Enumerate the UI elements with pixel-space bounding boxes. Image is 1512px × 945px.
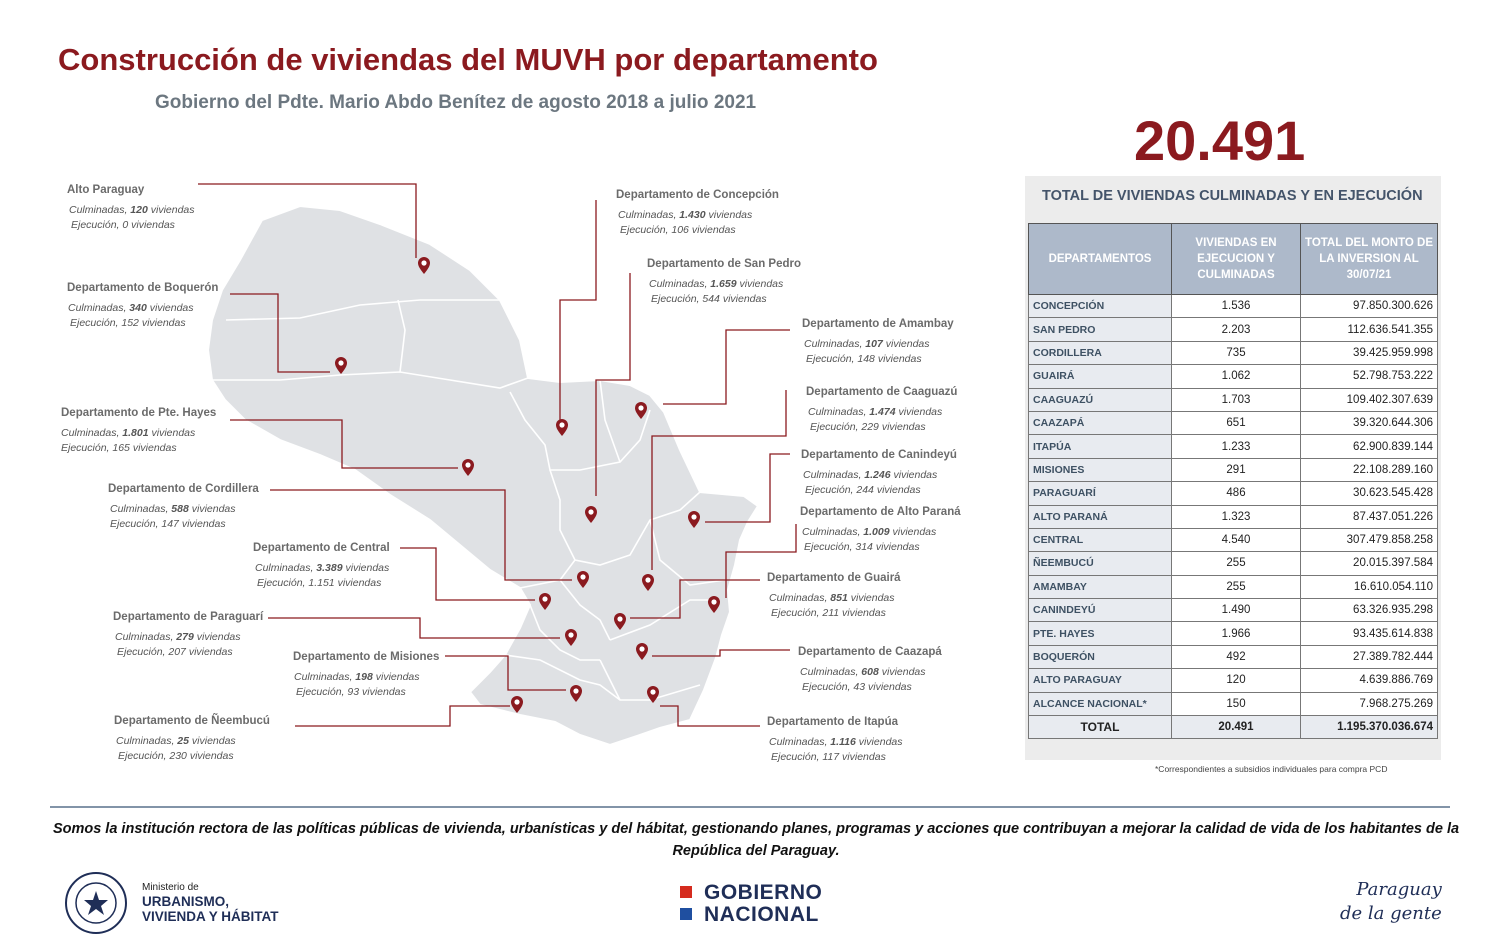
cell-viviendas: 651 bbox=[1172, 411, 1301, 434]
table-row-itapua bbox=[1029, 435, 1438, 458]
gobierno-nacional-logo: GOBIERNO NACIONAL bbox=[704, 881, 823, 926]
cell-departamento: MISIONES bbox=[1029, 458, 1172, 481]
total-viviendas-cell: 20.491 bbox=[1172, 716, 1301, 739]
dept-label-cordillera: Departamento de Cordillera Culminadas, 588 viviendas Ejecución, 147 viviendas bbox=[108, 483, 259, 530]
cell-monto: 27.389.782.444 bbox=[1301, 645, 1438, 668]
page-subtitle: Gobierno del Pdte. Mario Abdo Benítez de agosto 2018 a julio 2021 bbox=[155, 92, 757, 113]
cell-monto: 97.850.300.626 bbox=[1301, 295, 1438, 318]
table-footnote: *Correspondientes a subsidios individuales para compra PCD bbox=[1155, 764, 1388, 774]
dept-label-guaira: Departamento de Guairá Culminadas, 851 viviendas Ejecución, 211 viviendas bbox=[767, 572, 901, 619]
cell-viviendas: 1.062 bbox=[1172, 365, 1301, 388]
col-header-viviendas: VIVIENDAS EN EJECUCION Y CULMINADAS bbox=[1172, 224, 1301, 295]
table-row-pte-hayes bbox=[1029, 622, 1438, 645]
cell-departamento: ITAPÚA bbox=[1029, 435, 1172, 458]
table-row-guaira bbox=[1029, 365, 1438, 388]
paraguay-de-la-gente-logo: Paraguay de la gente bbox=[1340, 879, 1442, 924]
table-row-san-pedro bbox=[1029, 318, 1438, 341]
col-header-monto: TOTAL DEL MONTO DE LA INVERSION AL 30/07/21 bbox=[1301, 224, 1438, 295]
page-title: Construcción de viviendas del MUVH por departamento bbox=[58, 42, 878, 77]
cell-monto: 112.636.541.355 bbox=[1301, 318, 1438, 341]
cell-monto: 22.108.289.160 bbox=[1301, 458, 1438, 481]
cell-viviendas: 1.703 bbox=[1172, 388, 1301, 411]
cell-departamento: CORDILLERA bbox=[1029, 341, 1172, 364]
table-row-alto-paraguay bbox=[1029, 669, 1438, 692]
table-row-amambay bbox=[1029, 575, 1438, 598]
dept-label-neembucu: Departamento de Ñeembucú Culminadas, 25 viviendas Ejecución, 230 viviendas bbox=[114, 715, 270, 762]
cell-departamento: ÑEEMBUCÚ bbox=[1029, 552, 1172, 575]
cell-monto: 20.015.397.584 bbox=[1301, 552, 1438, 575]
cell-viviendas: 1.536 bbox=[1172, 295, 1301, 318]
cell-viviendas: 486 bbox=[1172, 482, 1301, 505]
table-row-concepcion bbox=[1029, 295, 1438, 318]
cell-departamento: PTE. HAYES bbox=[1029, 622, 1172, 645]
cell-viviendas: 2.203 bbox=[1172, 318, 1301, 341]
dept-label-paraguari: Departamento de Paraguarí Culminadas, 279 viviendas Ejecución, 207 viviendas bbox=[113, 611, 264, 658]
cell-monto: 307.479.858.258 bbox=[1301, 528, 1438, 551]
dept-label-canindeyu: Departamento de Canindeyú Culminadas, 1.246 viviendas Ejecución, 244 viviendas bbox=[801, 449, 957, 496]
table-row-misiones bbox=[1029, 458, 1438, 481]
dept-label-boqueron: Departamento de Boquerón Culminadas, 340 viviendas Ejecución, 152 viviendas bbox=[67, 282, 219, 329]
cell-departamento: ALTO PARAGUAY bbox=[1029, 669, 1172, 692]
cell-viviendas: 1.490 bbox=[1172, 599, 1301, 622]
ministry-small: Ministerio de bbox=[142, 882, 199, 893]
col-header-departamentos: DEPARTAMENTOS bbox=[1029, 224, 1172, 295]
table-heading: TOTAL DE VIVIENDAS CULMINADAS Y EN EJECUCIÓN bbox=[1042, 188, 1423, 204]
cell-viviendas: 4.540 bbox=[1172, 528, 1301, 551]
cell-monto: 39.320.644.306 bbox=[1301, 411, 1438, 434]
cell-monto: 63.326.935.298 bbox=[1301, 599, 1438, 622]
table-row-central bbox=[1029, 528, 1438, 551]
investment-table bbox=[1028, 223, 1438, 739]
dept-label-san-pedro: Departamento de San Pedro Culminadas, 1.659 viviendas Ejecución, 544 viviendas bbox=[647, 258, 802, 305]
cell-departamento: CONCEPCIÓN bbox=[1029, 295, 1172, 318]
total-label: TOTAL bbox=[1029, 716, 1172, 739]
table-row-neembucu bbox=[1029, 552, 1438, 575]
cell-departamento: ALTO PARANÁ bbox=[1029, 505, 1172, 528]
cell-monto: 109.402.307.639 bbox=[1301, 388, 1438, 411]
ministry-line2: VIVIENDA Y HÁBITAT bbox=[142, 909, 279, 924]
cell-monto: 16.610.054.110 bbox=[1301, 575, 1438, 598]
dept-label-concepcion: Departamento de Concepción Culminadas, 1.430 viviendas Ejecución, 106 viviendas bbox=[616, 189, 779, 236]
cell-viviendas: 735 bbox=[1172, 341, 1301, 364]
dept-label-alto-parana: Departamento de Alto Paraná Culminadas, 1.009 viviendas Ejecución, 314 viviendas bbox=[800, 506, 961, 553]
cell-viviendas: 255 bbox=[1172, 575, 1301, 598]
table-row-boqueron bbox=[1029, 645, 1438, 668]
gobierno-flag-icon bbox=[680, 882, 696, 922]
dept-label-pte-hayes: Departamento de Pte. Hayes Culminadas, 1.801 viviendas Ejecución, 165 viviendas bbox=[61, 407, 217, 454]
footer-separator bbox=[50, 806, 1450, 808]
cell-monto: 62.900.839.144 bbox=[1301, 435, 1438, 458]
dept-label-caaguazu: Departamento de Caaguazú Culminadas, 1.474 viviendas Ejecución, 229 viviendas bbox=[806, 386, 958, 433]
dept-name: Alto Paraguay bbox=[67, 184, 145, 196]
cell-monto: 4.639.886.769 bbox=[1301, 669, 1438, 692]
cell-monto: 87.437.051.226 bbox=[1301, 505, 1438, 528]
dept-label-alto-paraguay: Alto Paraguay Culminadas, 120 viviendas Ejecución, 0 viviendas bbox=[67, 184, 195, 231]
table-row-cordillera bbox=[1029, 341, 1438, 364]
paraguay-seal-icon bbox=[64, 871, 128, 935]
cell-monto: 39.425.959.998 bbox=[1301, 341, 1438, 364]
dept-label-itapua: Departamento de Itapúa Culminadas, 1.116 viviendas Ejecución, 117 viviendas bbox=[767, 716, 903, 763]
mission-statement: Somos la institución rectora de las políticas públicas de vivienda, urbanísticas y del hábitat, gestionando planes, programas y acciones que contribuyan a mejorar la calidad de vida de los habitantes de la República del Paraguay. bbox=[52, 821, 1460, 859]
table-total-row bbox=[1029, 716, 1438, 739]
table-row-alto-parana bbox=[1029, 505, 1438, 528]
cell-monto: 93.435.614.838 bbox=[1301, 622, 1438, 645]
table-row-caazapa bbox=[1029, 411, 1438, 434]
cell-viviendas: 120 bbox=[1172, 669, 1301, 692]
dept-label-caazapa: Departamento de Caazapá Culminadas, 608 viviendas Ejecución, 43 viviendas bbox=[798, 646, 942, 693]
table-row-canindeyu bbox=[1029, 599, 1438, 622]
dept-label-misiones: Departamento de Misiones Culminadas, 198 viviendas Ejecución, 93 viviendas bbox=[293, 651, 440, 698]
table-row-paraguari bbox=[1029, 482, 1438, 505]
dept-label-amambay: Departamento de Amambay Culminadas, 107 viviendas Ejecución, 148 viviendas bbox=[802, 318, 954, 365]
table-header-row bbox=[1029, 224, 1438, 295]
table-row-alcance-nacional bbox=[1029, 692, 1438, 715]
cell-monto: 52.798.753.222 bbox=[1301, 365, 1438, 388]
cell-monto: 30.623.545.428 bbox=[1301, 482, 1438, 505]
cell-viviendas: 150 bbox=[1172, 692, 1301, 715]
table-row-caaguazu bbox=[1029, 388, 1438, 411]
cell-departamento: PARAGUARÍ bbox=[1029, 482, 1172, 505]
cell-viviendas: 291 bbox=[1172, 458, 1301, 481]
total-monto-cell: 1.195.370.036.674 bbox=[1301, 716, 1438, 739]
total-viviendas: 20.491 bbox=[1134, 109, 1306, 172]
ministry-line1: URBANISMO, bbox=[142, 894, 229, 909]
cell-monto: 7.968.275.269 bbox=[1301, 692, 1438, 715]
cell-departamento: CANINDEYÚ bbox=[1029, 599, 1172, 622]
cell-departamento: BOQUERÓN bbox=[1029, 645, 1172, 668]
cell-departamento: AMAMBAY bbox=[1029, 575, 1172, 598]
cell-viviendas: 1.966 bbox=[1172, 622, 1301, 645]
cell-departamento: GUAIRÁ bbox=[1029, 365, 1172, 388]
cell-departamento: CAAZAPÁ bbox=[1029, 411, 1172, 434]
cell-viviendas: 255 bbox=[1172, 552, 1301, 575]
cell-departamento: CAAGUAZÚ bbox=[1029, 388, 1172, 411]
cell-viviendas: 1.323 bbox=[1172, 505, 1301, 528]
cell-departamento: SAN PEDRO bbox=[1029, 318, 1172, 341]
cell-viviendas: 1.233 bbox=[1172, 435, 1301, 458]
cell-viviendas: 492 bbox=[1172, 645, 1301, 668]
cell-departamento: CENTRAL bbox=[1029, 528, 1172, 551]
cell-departamento: ALCANCE NACIONAL* bbox=[1029, 692, 1172, 715]
ministry-logo bbox=[142, 882, 279, 924]
dept-label-central: Departamento de Central Culminadas, 3.389 viviendas Ejecución, 1.151 viviendas bbox=[253, 542, 390, 589]
